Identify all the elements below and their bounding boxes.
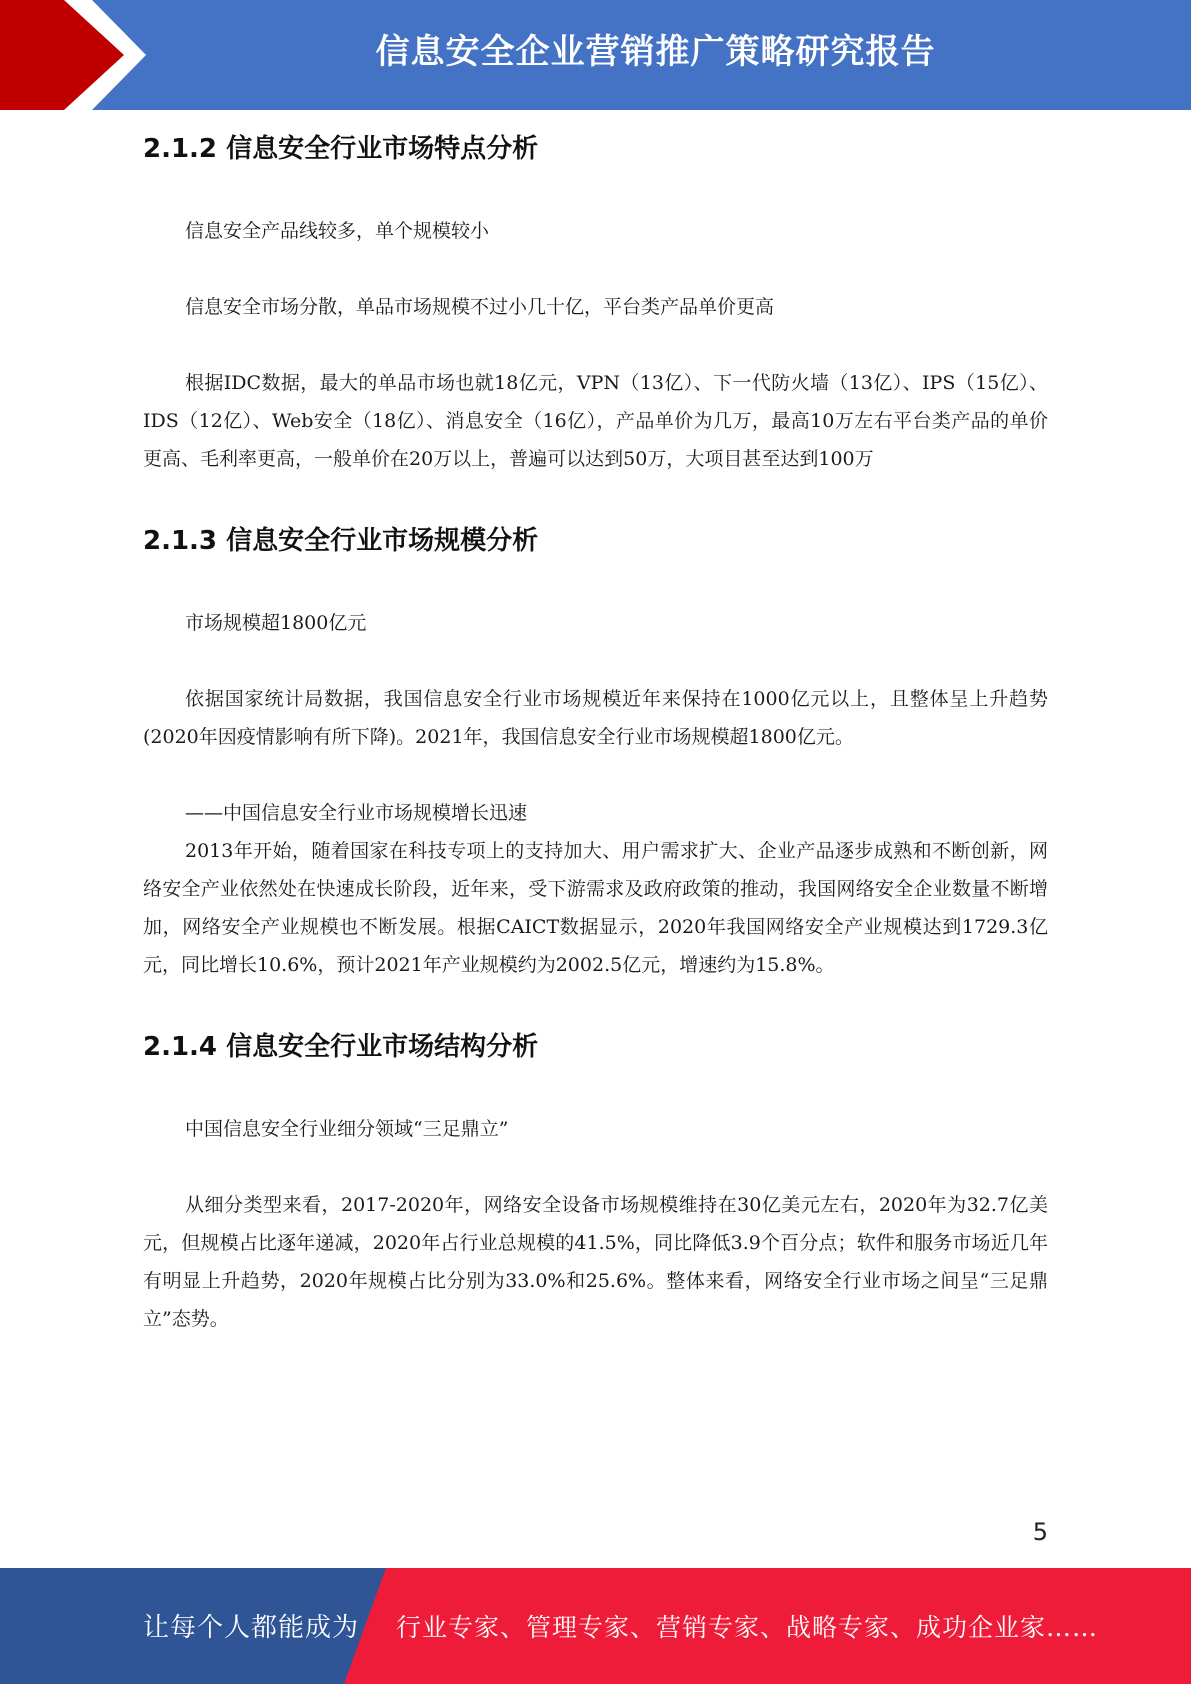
page-content: [143, 120, 1048, 1338]
paragraph: 中国信息安全行业细分领域“三足鼎立”: [185, 1118, 509, 1140]
paragraph: 根据IDC数据，最大的单品市场也就18亿元，VPN（13亿）、下一代防火墙（13亿）、IPS（15亿）、IDS（12亿）、Web安全（18亿）、消息安全（16亿），产品单价为几万，最高10万左右平台类产品的单价更高、毛利率更高，一般单价在20万以上，普遍可以达到50万，大项目甚至达到100万: [143, 372, 1048, 470]
report-title: 信息安全企业营销推广策略研究报告: [375, 32, 936, 72]
section-heading: 2.1.4 信息安全行业市场结构分析: [143, 1032, 539, 1062]
paragraph: ——中国信息安全行业市场规模增长迅速: [185, 802, 528, 824]
page-header: [0, 0, 1191, 110]
paragraph: 市场规模超1800亿元: [185, 612, 367, 634]
paragraph: 依据国家统计局数据，我国信息安全行业市场规模近年来保持在1000亿元以上，且整体呈上升趋势(2020年因疫情影响有所下降)。2021年，我国信息安全行业市场规模超1800亿元。: [143, 688, 1048, 748]
footer-slogan-left: 让每个人都能成为: [143, 1613, 360, 1643]
paragraph: 信息安全产品线较多，单个规模较小: [185, 220, 490, 242]
page-footer: [0, 1568, 1191, 1684]
page-number: 5: [1032, 1518, 1048, 1546]
section-heading: 2.1.2 信息安全行业市场特点分析: [143, 134, 539, 164]
footer-slogan-right: 行业专家、管理专家、营销专家、战略专家、成功企业家……: [396, 1613, 1099, 1642]
paragraph: 从细分类型来看，2017-2020年，网络安全设备市场规模维持在30亿美元左右，2020年为32.7亿美元，但规模占比逐年递减，2020年占行业总规模的41.5%，同比降低3.9个百分点；软件和服务市场近几年有明显上升趋势，2020年规模占比分别为33.0%和25.6%。整体来看，网络安全行业市场之间呈“三足鼎立”态势。: [143, 1194, 1048, 1330]
section-heading: 2.1.3 信息安全行业市场规模分析: [143, 526, 539, 556]
paragraph: 2013年开始，随着国家在科技专项上的支持加大、用户需求扩大、企业产品逐步成熟和不断创新，网络安全产业依然处在快速成长阶段，近年来，受下游需求及政府政策的推动，我国网络安全企业数量不断增加，网络安全产业规模也不断发展。根据CAICT数据显示，2020年我国网络安全产业规模达到1729.3亿元，同比增长10.6%，预计2021年产业规模约为2002.5亿元，增速约为15.8%。: [143, 840, 1048, 976]
header-chevron-decoration: [0, 0, 160, 110]
paragraph: 信息安全市场分散，单品市场规模不过小几十亿，平台类产品单价更高: [185, 296, 775, 318]
